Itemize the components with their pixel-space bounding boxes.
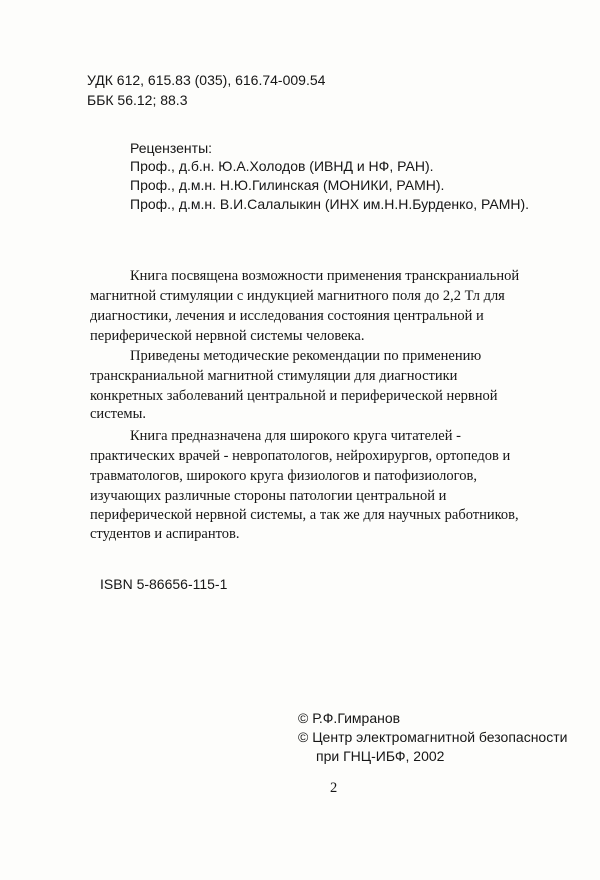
- abstract-line: практических врачей - невропатологов, нейрохирургов, ортопедов и: [90, 448, 511, 464]
- abstract-line: системы.: [90, 406, 146, 422]
- abstract-line: Приведены методические рекомендации по применению: [130, 348, 482, 364]
- isbn: ISBN 5-86656-115-1: [100, 576, 228, 592]
- abstract-line: периферической нервной системы, а так же для научных работников,: [90, 507, 519, 523]
- abstract-line: студентов и аспирантов.: [90, 526, 240, 542]
- abstract-line: изучающих различные стороны патологии центральной и: [90, 488, 447, 504]
- abstract-line: Книга посвящена возможности применения транскраниальной: [130, 268, 520, 284]
- abstract-line: Книга предназначена для широкого круга читателей -: [130, 428, 461, 444]
- abstract-line: транскраниальной магнитной стимуляции для диагностики: [90, 368, 458, 384]
- copyright-org: © Центр электромагнитной безопасности: [298, 729, 568, 745]
- copyright-org-year: при ГНЦ-ИБФ, 2002: [316, 748, 445, 764]
- abstract-line: магнитной стимуляции с индукцией магнитного поля до 2,2 Тл для: [90, 288, 505, 304]
- abstract-line: диагностики, лечения и исследования состояния центральной и: [90, 308, 484, 324]
- reviewer-item: Проф., д.м.н. Н.Ю.Гилинская (МОНИКИ, РАМН).: [130, 177, 445, 193]
- page-number: 2: [330, 780, 338, 796]
- bbk-code: ББК 56.12; 88.3: [87, 92, 188, 108]
- abstract-line: травматологов, широкого круга физиологов и патофизиологов,: [90, 468, 477, 484]
- reviewer-item: Проф., д.м.н. В.И.Салалыкин (ИНХ им.Н.Н.Бурденко, РАМН).: [130, 196, 530, 212]
- copyright-author: © Р.Ф.Гимранов: [298, 710, 401, 726]
- reviewers-heading: Рецензенты:: [130, 140, 213, 156]
- reviewer-item: Проф., д.б.н. Ю.А.Холодов (ИВНД и НФ, РАН).: [130, 158, 434, 174]
- udk-code: УДК 612, 615.83 (035), 616.74-009.54: [87, 72, 326, 88]
- abstract-line: конкретных заболеваний центральной и периферической нервной: [90, 388, 498, 404]
- abstract-line: периферической нервной системы человека.: [90, 328, 365, 344]
